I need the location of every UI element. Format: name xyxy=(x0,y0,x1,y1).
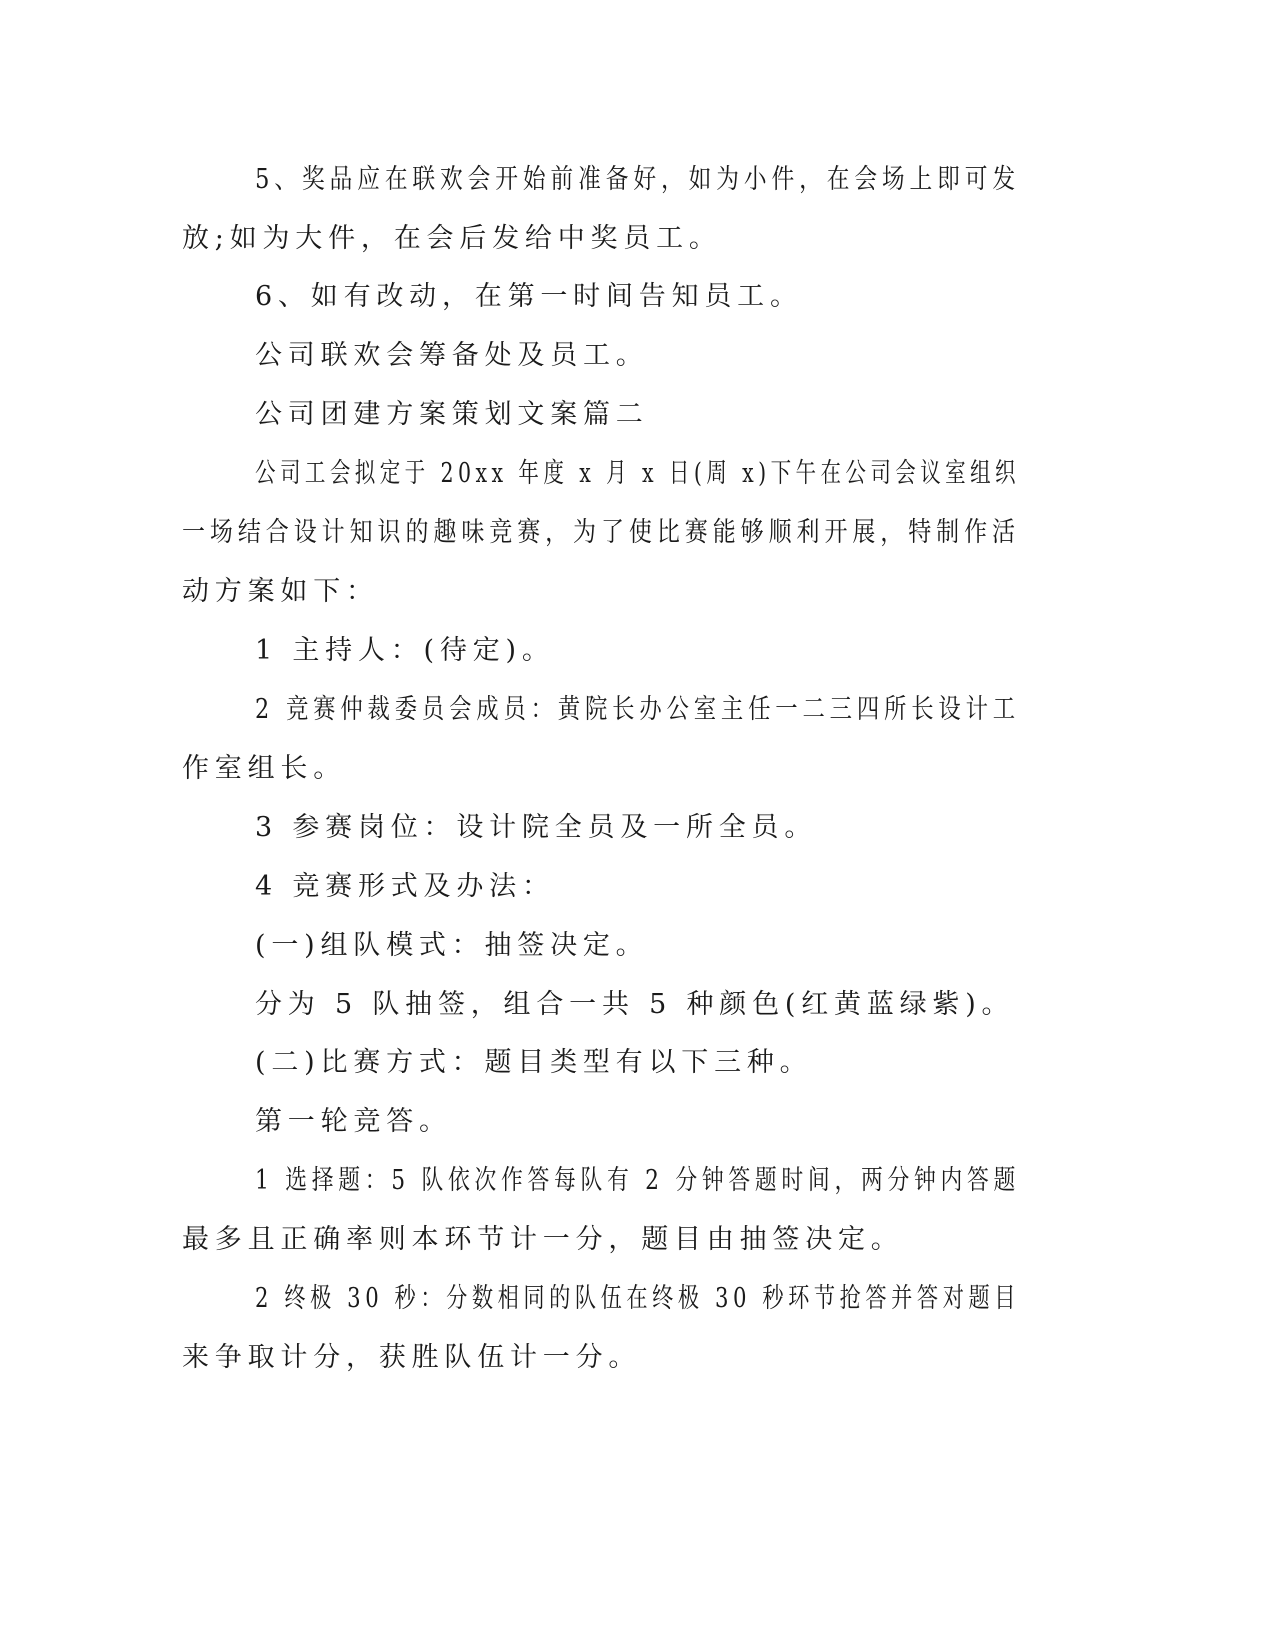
paragraph-line: 分为 5 队抽签，组合一共 5 种颜色(红黄蓝绿紫)。 xyxy=(255,989,1015,1020)
paragraph-line: 3 参赛岗位：设计院全员及一所全员。 xyxy=(255,812,818,843)
paragraph-line: 4 竞赛形式及办法： xyxy=(255,871,555,902)
paragraph-line: 1 主持人：(待定)。 xyxy=(255,635,555,666)
paragraph-line: 2 竞赛仲裁委员会成员：黄院长办公室主任一二三四所长设计工 xyxy=(255,694,1020,725)
paragraph-line: 1 选择题：5 队依次作答每队有 2 分钟答题时间，两分钟内答题 xyxy=(255,1165,1021,1196)
paragraph-line: 一场结合设计知识的趣味竞赛，为了使比赛能够顺利开展，特制作活 xyxy=(182,517,1020,548)
paragraph-line: 6、如有改动，在第一时间告知员工。 xyxy=(255,281,803,312)
section-heading: 公司团建方案策划文案篇二 xyxy=(255,399,649,430)
paragraph-line: 最多且正确率则本环节计一分，题目由抽签决定。 xyxy=(182,1224,904,1255)
paragraph-line: 第一轮竞答。 xyxy=(255,1106,452,1137)
paragraph-line: (二)比赛方式：题目类型有以下三种。 xyxy=(255,1047,813,1078)
paragraph-line: 作室组长。 xyxy=(182,753,346,784)
paragraph-line: 5、奖品应在联欢会开始前准备好，如为小件，在会场上即可发 xyxy=(255,164,1021,195)
paragraph-line: 2 终极 30 秒：分数相同的队伍在终极 30 秒环节抢答并答对题目 xyxy=(255,1283,1020,1314)
paragraph-line: 动方案如下： xyxy=(182,576,379,607)
paragraph-line: 公司工会拟定于 20xx 年度 x 月 x 日(周 x)下午在公司会议室组织 xyxy=(255,458,1020,489)
paragraph-line: (一)组队模式：抽签决定。 xyxy=(255,930,649,961)
paragraph-line: 公司联欢会筹备处及员工。 xyxy=(255,340,649,371)
paragraph-line: 放;如为大件，在会后发给中奖员工。 xyxy=(182,223,722,254)
paragraph-line: 来争取计分，获胜队伍计一分。 xyxy=(182,1342,642,1373)
